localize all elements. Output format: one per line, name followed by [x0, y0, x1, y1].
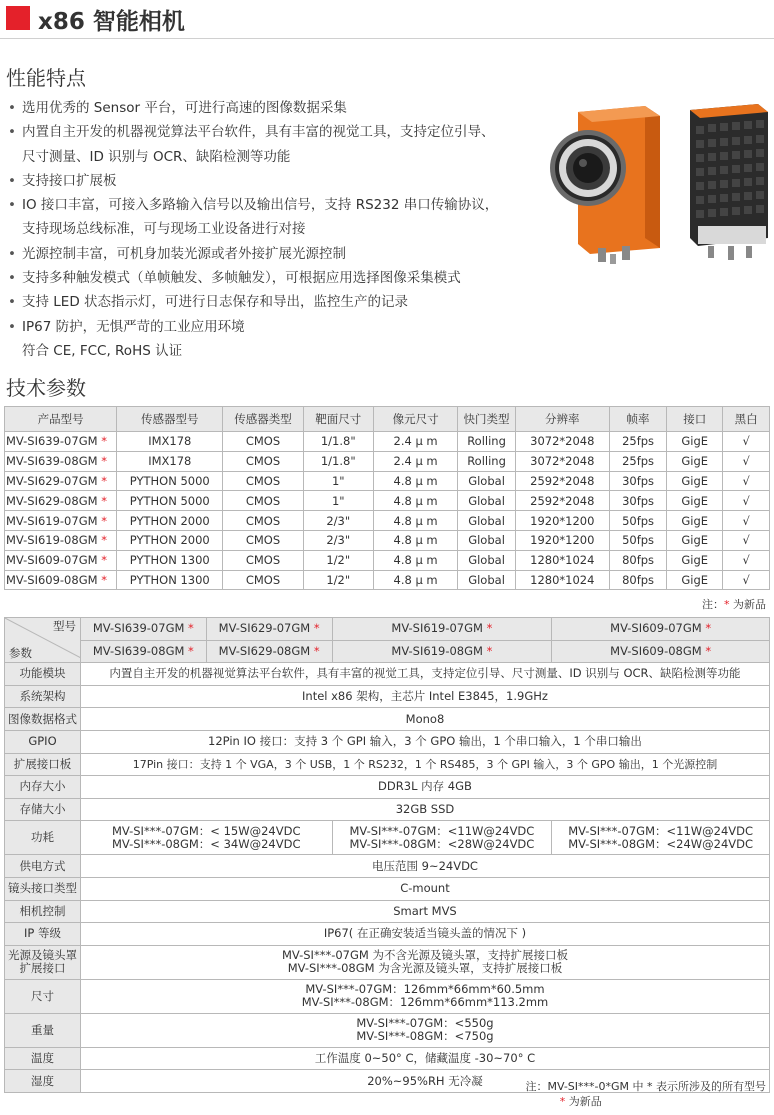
mem-label: 内存大小 — [5, 776, 81, 799]
spec-col-header: 快门类型 — [458, 407, 515, 432]
table-cell: MV-SI629-08GM * — [5, 491, 117, 511]
table-cell: GigE — [667, 451, 723, 471]
table-cell: 3072*2048 — [515, 451, 609, 471]
func-value: 内置自主开发的机器视觉算法平台软件，具有丰富的视觉工具，支持定位引导、尺寸测量、ID 识别与 OCR、缺陷检测等功能 — [80, 663, 769, 686]
table-row — [5, 432, 770, 452]
model-header-639-08: MV-SI639-08GM * — [80, 640, 206, 663]
lens-value: C-mount — [80, 877, 769, 900]
param-table — [4, 617, 770, 1093]
table-cell: MV-SI609-07GM * — [5, 550, 117, 570]
table-cell: PYTHON 5000 — [117, 471, 223, 491]
spec-col-header: 产品型号 — [5, 407, 117, 432]
power-label: 功耗 — [5, 821, 81, 855]
arch-label: 系统架构 — [5, 685, 81, 708]
model-header-629-07: MV-SI629-07GM * — [206, 618, 332, 641]
table-cell: 4.8 μ m — [373, 570, 458, 590]
table-cell: Global — [458, 511, 515, 531]
table-cell: 80fps — [609, 550, 666, 570]
table-cell: 25fps — [609, 451, 666, 471]
camera-front-image — [550, 98, 665, 268]
storage-label: 存储大小 — [5, 798, 81, 821]
table-cell: √ — [723, 570, 770, 590]
table-cell: 50fps — [609, 511, 666, 531]
spec-table — [4, 406, 770, 590]
note-star: * — [724, 598, 730, 611]
table-cell: Rolling — [458, 451, 515, 471]
spec-table-header — [5, 407, 770, 432]
table-cell: GigE — [667, 432, 723, 452]
table-row — [5, 550, 770, 570]
model-header-629-08: MV-SI629-08GM * — [206, 640, 332, 663]
note-prefix: 注： — [702, 598, 724, 611]
model-header-639-07: MV-SI639-07GM * — [80, 618, 206, 641]
humid-label: 湿度 — [5, 1070, 81, 1093]
table-cell: √ — [723, 471, 770, 491]
param-corner-cell — [5, 618, 81, 663]
features-list — [8, 96, 548, 363]
table-cell: Global — [458, 491, 515, 511]
table-cell: 1/1.8" — [303, 432, 373, 452]
table-cell: PYTHON 5000 — [117, 491, 223, 511]
arch-value: Intel x86 架构，主芯片 Intel E3845，1.9GHz — [80, 685, 769, 708]
mem-value: DDR3L 内存 4GB — [80, 776, 769, 799]
feature-item: • IP67 防护，无惧严苛的工业应用环境 — [8, 315, 548, 339]
table-cell: IMX178 — [117, 451, 223, 471]
feature-item: • IO 接口丰富，可接入多路输入信号以及输出信号，支持 RS232 串口传输协议， — [8, 193, 548, 217]
table-cell: MV-SI639-08GM * — [5, 451, 117, 471]
page-header — [0, 0, 774, 40]
humid-value: 20%~95%RH 无冷凝 — [80, 1070, 769, 1093]
new-product-note — [702, 596, 766, 612]
table-cell: √ — [723, 451, 770, 471]
table-cell: PYTHON 1300 — [117, 570, 223, 590]
table-cell: 2592*2048 — [515, 491, 609, 511]
table-cell: GigE — [667, 550, 723, 570]
table-cell: CMOS — [223, 432, 304, 452]
control-value: Smart MVS — [80, 900, 769, 923]
spec-col-header: 传感器型号 — [117, 407, 223, 432]
ip-label: IP 等级 — [5, 923, 81, 946]
table-cell: 4.8 μ m — [373, 511, 458, 531]
table-cell: √ — [723, 511, 770, 531]
spec-col-header: 靶面尺寸 — [303, 407, 373, 432]
table-cell: CMOS — [223, 471, 304, 491]
table-cell: 1280*1024 — [515, 570, 609, 590]
table-cell: CMOS — [223, 451, 304, 471]
size-value: MV-SI***-07GM：126mm*66mm*60.5mm MV-SI***-08GM：126mm*66mm*113.2mm — [80, 979, 769, 1013]
supply-value: 电压范围 9~24VDC — [80, 855, 769, 878]
table-row — [5, 570, 770, 590]
feature-item: 尺寸测量、ID 识别与 OCR、缺陷检测等功能 — [22, 148, 291, 165]
table-cell: 4.8 μ m — [373, 491, 458, 511]
camera-back-image — [672, 98, 772, 268]
weight-value: MV-SI***-07GM：<550g MV-SI***-08GM：<750g — [80, 1013, 769, 1047]
format-label: 图像数据格式 — [5, 708, 81, 731]
table-cell: 2592*2048 — [515, 471, 609, 491]
feature-item: 支持现场总线标准，可与现场工业设备进行对接 — [22, 221, 306, 238]
table-cell: Global — [458, 570, 515, 590]
model-header-619-07: MV-SI619-07GM * — [332, 618, 552, 641]
lens-label: 镜头接口类型 — [5, 877, 81, 900]
feature-item: • 支持 LED 状态指示灯，可进行日志保存和导出，监控生产的记录 — [8, 290, 548, 314]
table-row — [5, 451, 770, 471]
table-cell: 50fps — [609, 530, 666, 550]
table-cell: CMOS — [223, 491, 304, 511]
corner-param-label: 参数 — [9, 646, 32, 661]
weight-label: 重量 — [5, 1013, 81, 1047]
table-cell: MV-SI619-07GM * — [5, 511, 117, 531]
model-header-609-08: MV-SI609-08GM * — [552, 640, 770, 663]
table-cell: 1920*1200 — [515, 511, 609, 531]
table-cell: GigE — [667, 570, 723, 590]
table-cell: 30fps — [609, 471, 666, 491]
table-cell: IMX178 — [117, 432, 223, 452]
func-label: 功能模块 — [5, 663, 81, 686]
model-header-609-07: MV-SI609-07GM * — [552, 618, 770, 641]
table-cell: GigE — [667, 530, 723, 550]
feature-item: • 光源控制丰富，可机身加装光源或者外接扩展光源控制 — [8, 242, 548, 266]
control-label: 相机控制 — [5, 900, 81, 923]
features-heading: 性能特点 — [6, 66, 86, 90]
table-cell: 2/3" — [303, 511, 373, 531]
table-row — [5, 530, 770, 550]
spec-col-header: 分辨率 — [515, 407, 609, 432]
ext-label: 扩展接口板 — [5, 753, 81, 776]
table-cell: GigE — [667, 491, 723, 511]
header-divider — [0, 38, 774, 39]
format-value: Mono8 — [80, 708, 769, 731]
table-cell: PYTHON 2000 — [117, 511, 223, 531]
table-cell: Global — [458, 471, 515, 491]
table-cell: 1" — [303, 491, 373, 511]
spec-col-header: 帧率 — [609, 407, 666, 432]
power-value-629: MV-SI***-07GM：<11W@24VDC MV-SI***-08GM：<28W@24VDC — [332, 821, 552, 855]
feature-item: • 内置自主开发的机器视觉算法平台软件，具有丰富的视觉工具，支持定位引导、 — [8, 120, 548, 144]
table-cell: 25fps — [609, 432, 666, 452]
note-suffix: 为新品 — [733, 598, 766, 611]
table-cell: MV-SI629-07GM * — [5, 471, 117, 491]
footnote-line2: * 为新品 — [559, 1095, 602, 1108]
feature-item: 符合 CE, FCC, RoHS 认证 — [22, 342, 183, 359]
specs-heading: 技术参数 — [6, 376, 86, 400]
table-cell: CMOS — [223, 570, 304, 590]
table-cell: CMOS — [223, 530, 304, 550]
feature-item: • 支持多种触发模式（单帧触发、多帧触发），可根据应用选择图像采集模式 — [8, 266, 548, 290]
table-cell: MV-SI619-08GM * — [5, 530, 117, 550]
temp-label: 温度 — [5, 1047, 81, 1070]
spec-col-header: 像元尺寸 — [373, 407, 458, 432]
table-cell: √ — [723, 491, 770, 511]
table-cell: Global — [458, 530, 515, 550]
table-cell: 3072*2048 — [515, 432, 609, 452]
table-cell: 1" — [303, 471, 373, 491]
table-cell: 1920*1200 — [515, 530, 609, 550]
corner-model-label: 型号 — [52, 619, 76, 633]
spec-col-header: 传感器类型 — [223, 407, 304, 432]
ip-value: IP67( 在正确安装适当镜头盖的情况下 ) — [80, 923, 769, 946]
power-value-619-609: MV-SI***-07GM：<11W@24VDC MV-SI***-08GM：<24W@24VDC — [552, 821, 770, 855]
table-cell: 1/2" — [303, 550, 373, 570]
table-cell: 4.8 μ m — [373, 530, 458, 550]
table-cell: √ — [723, 550, 770, 570]
table-row — [5, 491, 770, 511]
spec-col-header: 接口 — [667, 407, 723, 432]
table-cell: MV-SI609-08GM * — [5, 570, 117, 590]
table-cell: Global — [458, 550, 515, 570]
feature-item: • 支持接口扩展板 — [8, 169, 548, 193]
storage-value: 32GB SSD — [80, 798, 769, 821]
table-cell: 2/3" — [303, 530, 373, 550]
power-value-639: MV-SI***-07GM：< 15W@24VDC MV-SI***-08GM：< 34W@24VDC — [80, 821, 332, 855]
table-cell: 2.4 μ m — [373, 432, 458, 452]
footnote — [525, 1079, 766, 1109]
table-cell: 4.8 μ m — [373, 471, 458, 491]
table-cell: CMOS — [223, 550, 304, 570]
light-value: MV-SI***-07GM 为不含光源及镜头罩，支持扩展接口板 MV-SI***-08GM 为含光源及镜头罩，支持扩展接口板 — [80, 945, 769, 979]
table-cell: 2.4 μ m — [373, 451, 458, 471]
spec-col-header: 黑白 — [723, 407, 770, 432]
model-header-619-08: MV-SI619-08GM * — [332, 640, 552, 663]
size-label: 尺寸 — [5, 979, 81, 1013]
table-cell: 80fps — [609, 570, 666, 590]
table-cell: √ — [723, 432, 770, 452]
gpio-label: GPIO — [5, 730, 81, 753]
table-cell: PYTHON 1300 — [117, 550, 223, 570]
table-cell: GigE — [667, 471, 723, 491]
temp-value: 工作温度 0~50° C，储藏温度 -30~70° C — [80, 1047, 769, 1070]
page-title: x86 智能相机 — [38, 9, 185, 35]
table-row — [5, 511, 770, 531]
table-row — [5, 471, 770, 491]
gpio-value: 12Pin IO 接口：支持 3 个 GPI 输入，3 个 GPO 输出，1 个串口输入，1 个串口输出 — [80, 730, 769, 753]
table-cell: CMOS — [223, 511, 304, 531]
table-cell: 30fps — [609, 491, 666, 511]
table-cell: √ — [723, 530, 770, 550]
table-cell: 1/1.8" — [303, 451, 373, 471]
table-cell: Rolling — [458, 432, 515, 452]
ext-value: 17Pin 接口：支持 1 个 VGA，3 个 USB，1 个 RS232，1 个 RS485，3 个 GPI 输入，3 个 GPO 输出，1 个光源控制 — [80, 753, 769, 776]
accent-block — [6, 6, 30, 30]
table-cell: 4.8 μ m — [373, 550, 458, 570]
light-label: 光源及镜头罩 扩展接口 — [5, 945, 81, 979]
table-cell: GigE — [667, 511, 723, 531]
feature-item: • 选用优秀的 Sensor 平台，可进行高速的图像数据采集 — [8, 96, 548, 120]
table-cell: 1280*1024 — [515, 550, 609, 570]
table-cell: PYTHON 2000 — [117, 530, 223, 550]
supply-label: 供电方式 — [5, 855, 81, 878]
table-cell: 1/2" — [303, 570, 373, 590]
footnote-line1: 注：MV-SI***-0*GM 中 * 表示所涉及的所有型号 — [525, 1080, 766, 1093]
table-cell: MV-SI639-07GM * — [5, 432, 117, 452]
